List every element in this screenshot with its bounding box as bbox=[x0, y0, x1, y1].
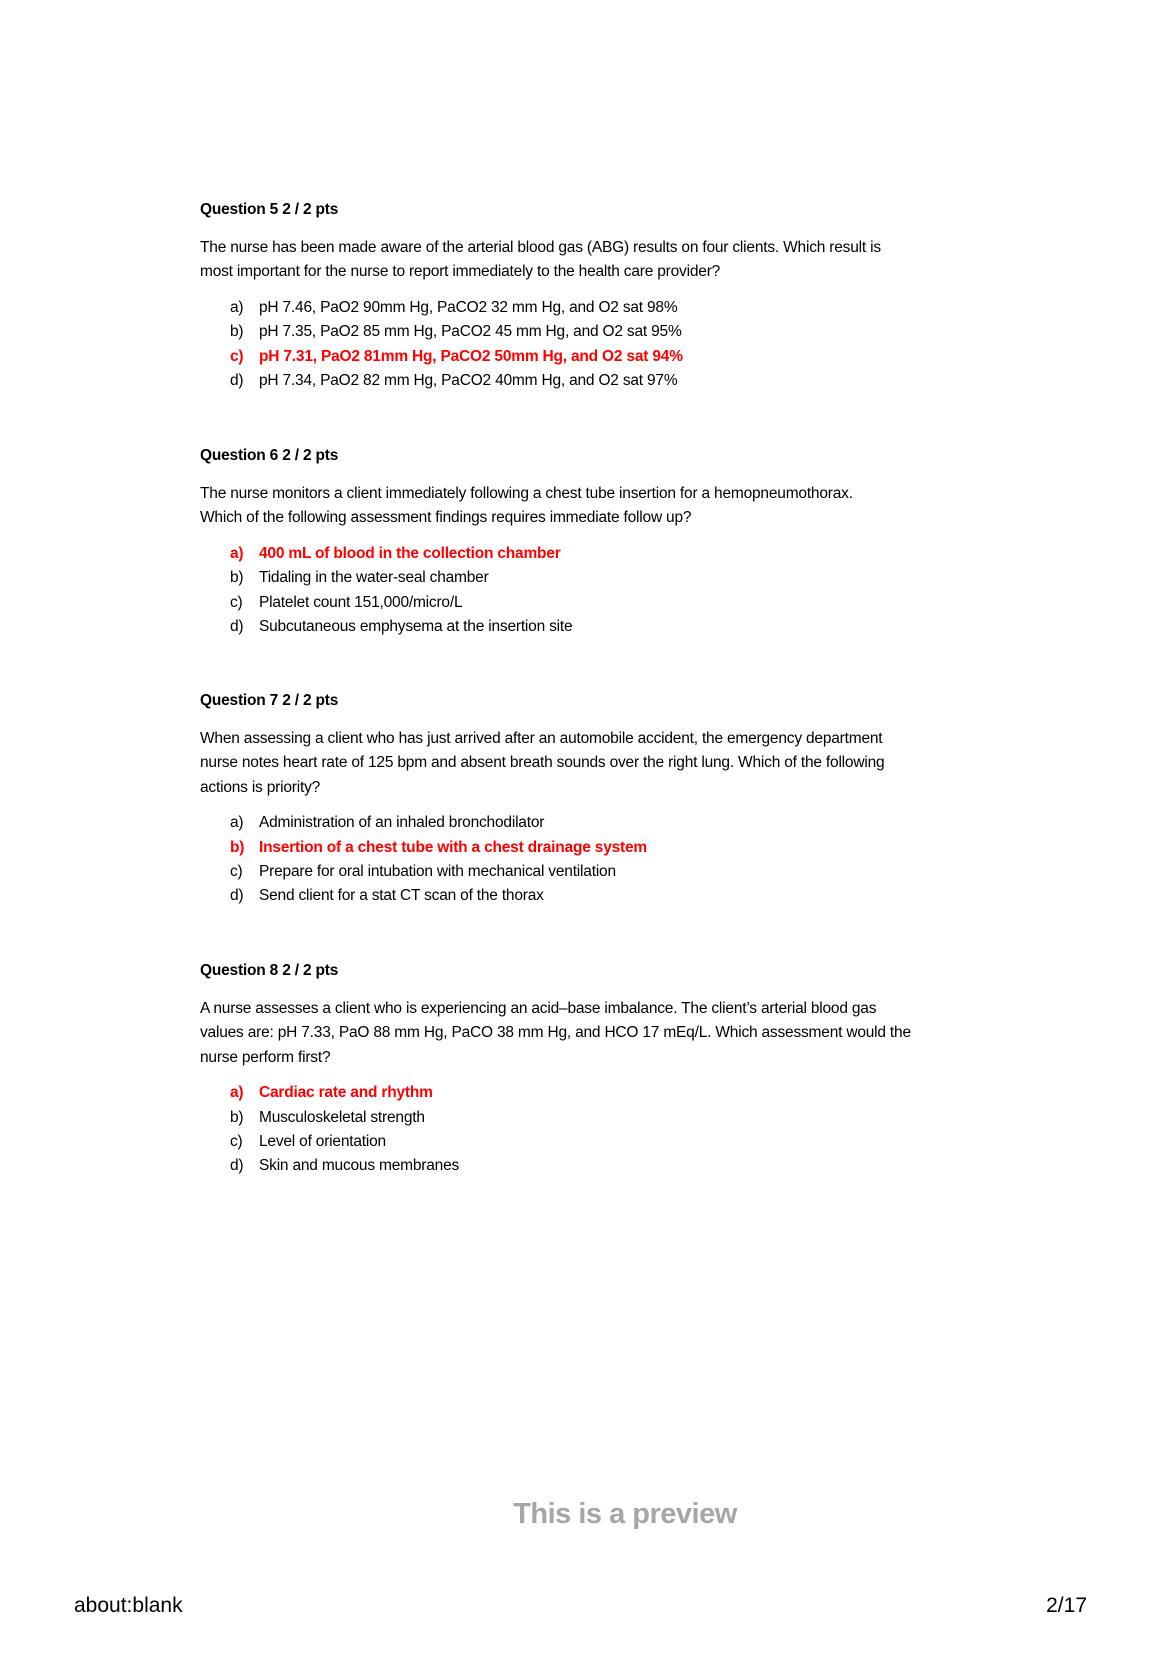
option-text: pH 7.34, PaO2 82 mm Hg, PaCO2 40mm Hg, and O2 sat 97% bbox=[259, 371, 678, 389]
question-block bbox=[200, 959, 980, 1179]
option-marker: a) bbox=[230, 298, 244, 316]
option-text: Insertion of a chest tube with a chest drainage system bbox=[259, 838, 647, 856]
stem-line: most important for the nurse to report immediately to the health care provider? bbox=[200, 263, 721, 281]
answer-option bbox=[200, 566, 980, 590]
question-heading: Question 7 2 / 2 pts bbox=[200, 692, 339, 709]
answer-option bbox=[200, 1130, 980, 1154]
question-block bbox=[200, 198, 980, 393]
option-marker: d) bbox=[230, 371, 244, 389]
answer-option bbox=[200, 860, 980, 884]
option-marker: b) bbox=[230, 569, 244, 587]
option-text: Musculoskeletal strength bbox=[259, 1108, 425, 1126]
answer-options bbox=[200, 542, 980, 640]
stem-line: A nurse assesses a client who is experiencing an acid–base imbalance. The client’s arterial blood gas bbox=[200, 1000, 877, 1017]
option-text: Administration of an inhaled bronchodilator bbox=[259, 814, 545, 832]
option-marker: c) bbox=[230, 1133, 243, 1150]
answer-option bbox=[200, 884, 980, 908]
answer-options bbox=[200, 1081, 980, 1179]
stem-line: actions is priority? bbox=[200, 778, 321, 796]
option-text: pH 7.46, PaO2 90mm Hg, PaCO2 32 mm Hg, and O2 sat 98% bbox=[259, 298, 678, 316]
stem-line: nurse perform first? bbox=[200, 1048, 331, 1066]
option-text: 400 mL of blood in the collection chamber bbox=[259, 544, 561, 562]
question-heading: Question 6 2 / 2 pts bbox=[200, 447, 339, 464]
answer-option bbox=[200, 369, 980, 393]
option-marker: d) bbox=[230, 887, 244, 905]
option-marker: b) bbox=[230, 1108, 244, 1126]
question-block bbox=[200, 689, 980, 909]
option-text: Cardiac rate and rhythm bbox=[259, 1084, 433, 1102]
option-marker: a) bbox=[230, 544, 244, 562]
option-text: Tidaling in the water-seal chamber bbox=[259, 569, 489, 587]
stem-line: When assessing a client who has just arrived after an automobile accident, the emergency department bbox=[200, 730, 883, 747]
stem-line: Which of the following assessment findings requires immediate follow up? bbox=[200, 509, 692, 527]
answer-options bbox=[200, 296, 980, 394]
answer-option bbox=[200, 615, 980, 639]
question-stem bbox=[200, 482, 980, 531]
question-stem bbox=[200, 727, 980, 800]
option-text: Subcutaneous emphysema at the insertion site bbox=[259, 617, 573, 635]
option-marker: a) bbox=[230, 1084, 244, 1102]
answer-option bbox=[200, 1154, 980, 1178]
answer-option bbox=[200, 1106, 980, 1130]
correct-answer-option bbox=[200, 345, 980, 369]
option-text: pH 7.31, PaO2 81mm Hg, PaCO2 50mm Hg, and O2 sat 94% bbox=[259, 347, 683, 365]
answer-options bbox=[200, 811, 980, 909]
preview-watermark: This is a preview bbox=[513, 1498, 737, 1530]
question-block bbox=[200, 444, 980, 639]
option-marker: b) bbox=[230, 838, 245, 856]
option-text: Skin and mucous membranes bbox=[259, 1157, 460, 1175]
option-text: Send client for a stat CT scan of the thorax bbox=[259, 887, 544, 905]
option-text: Prepare for oral intubation with mechanical ventilation bbox=[259, 863, 616, 880]
footer-url: about:blank bbox=[74, 1594, 183, 1617]
option-marker: a) bbox=[230, 814, 244, 832]
option-marker: c) bbox=[230, 347, 244, 365]
option-marker: b) bbox=[230, 323, 244, 341]
option-marker: c) bbox=[230, 593, 243, 611]
question-stem bbox=[200, 997, 980, 1070]
correct-answer-option bbox=[200, 1081, 980, 1105]
stem-line: values are: pH 7.33, PaO 88 mm Hg, PaCO 38 mm Hg, and HCO 17 mEq/L. Which assessment would the bbox=[200, 1024, 911, 1042]
option-text: pH 7.35, PaO2 85 mm Hg, PaCO2 45 mm Hg, and O2 sat 95% bbox=[259, 323, 682, 341]
answer-option bbox=[200, 320, 980, 344]
option-marker: d) bbox=[230, 1157, 244, 1175]
question-heading: Question 8 2 / 2 pts bbox=[200, 962, 339, 979]
question-heading: Question 5 2 / 2 pts bbox=[200, 201, 339, 218]
option-text: Level of orientation bbox=[259, 1133, 386, 1150]
option-text: Platelet count 151,000/micro/L bbox=[259, 593, 463, 611]
answer-option bbox=[200, 296, 980, 320]
stem-line: The nurse has been made aware of the arterial blood gas (ABG) results on four clients. Which result is bbox=[200, 239, 881, 256]
option-marker: c) bbox=[230, 863, 243, 880]
answer-option bbox=[200, 591, 980, 615]
question-stem bbox=[200, 236, 980, 285]
answer-option bbox=[200, 811, 980, 835]
correct-answer-option bbox=[200, 836, 980, 860]
stem-line: The nurse monitors a client immediately following a chest tube insertion for a hemopneumothorax. bbox=[200, 485, 853, 502]
stem-line: nurse notes heart rate of 125 bpm and absent breath sounds over the right lung. Which of the following bbox=[200, 754, 885, 772]
option-marker: d) bbox=[230, 617, 244, 635]
footer-page-number: 2/17 bbox=[1046, 1594, 1087, 1617]
correct-answer-option bbox=[200, 542, 980, 566]
